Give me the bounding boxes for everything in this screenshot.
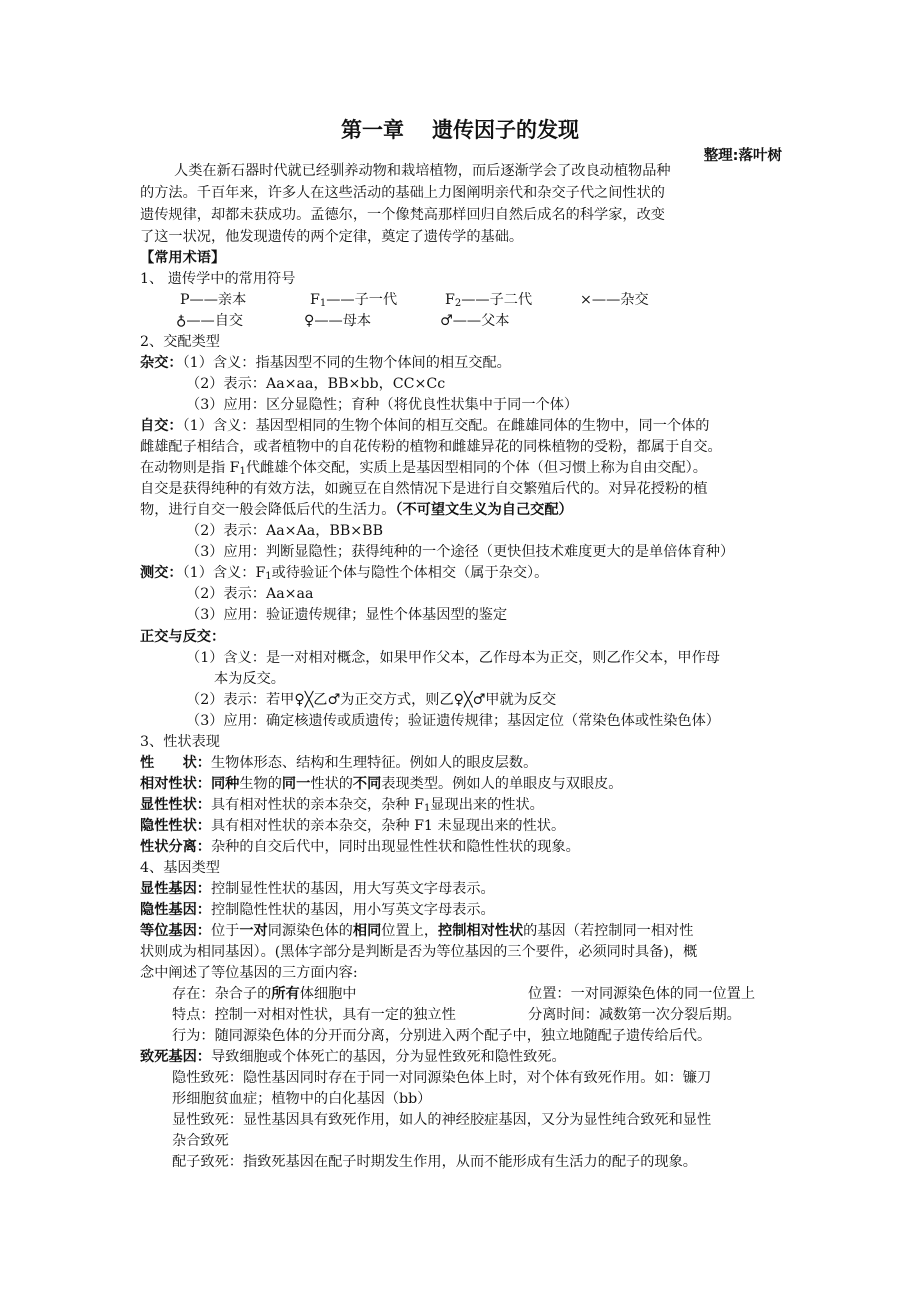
text-line: 隐性致死：隐性基因同时存在于同一对同源染色体上时，对个体有致死作用。如：镰刀 [172, 1070, 712, 1086]
term-dengwei: 等位基因：位于一对同源染色体的相同位置上，控制相对性状的基因（若控制同一相对性 [140, 923, 694, 939]
text-line: 杂合致死 [172, 1133, 229, 1149]
chapter-number: 第一章 [341, 118, 404, 142]
symbol-f2: $F_2——$子二代 [445, 292, 533, 309]
term-fenli: 性状分离：杂种的自交后代中，同时出现显性性状和隐性性状的现象。 [140, 839, 580, 855]
symbol-female: ♀——母本 [304, 313, 372, 329]
author: 整理:落叶树 [703, 148, 782, 164]
text-line: 显性致死：显性基因具有致死作用，如人的神经胶症基因，又分为显性纯合致死和显性 [172, 1112, 712, 1128]
symbol-male: ♂——父本 [440, 313, 510, 329]
text-line: 形细胞贫血症；植物中的白化基因（bb） [172, 1091, 432, 1107]
text-line: 本为反交。 [214, 671, 285, 687]
term-xianjiyin: 显性基因：控制显性性状的基因，用大写英文字母表示。 [140, 881, 495, 897]
allele-tedian: 特点：控制一对相对性状，具有一定的独立性 [172, 1007, 456, 1023]
term-xiangdui: 相对性状：同种生物的同一性状的不同表现类型。例如人的单眼皮与双眼皮。 [140, 776, 623, 792]
allele-cunzai: 存在：杂合子的所有体细胞中 [172, 986, 357, 1002]
allele-fenli: 分离时间：减数第一次分裂后期。 [528, 1007, 741, 1023]
terms-heading: 【常用术语】 [140, 250, 226, 266]
symbol-cross: ×——杂交 [580, 292, 649, 308]
text-line: （3）应用：验证遗传规律；显性个体基因型的鉴定 [186, 607, 508, 623]
text-line: （3）应用：区分显隐性；育种（将优良性状集中于同一个体） [186, 397, 579, 413]
intro-line: 人类在新石器时代就已经驯养动物和栽培植物，而后逐渐学会了改良动植物品种 [174, 163, 671, 179]
term-xingzhuang: 性 状：生物体形态、结构和生理特征。例如人的眼皮层数。 [140, 755, 538, 771]
text-line: 在动物则是指 $F_1$代雌雄个体交配，实质上是基因型相同的个体（但习惯上称为自由交配）。 [140, 460, 707, 477]
text-line: （2）表示：Aa×Aa，BB×BB [186, 523, 384, 539]
intro-line: 了这一状况，他发现遗传的两个定律，奠定了遗传学的基础。 [140, 229, 524, 245]
text-line: 状则成为相同基因）。(黑体字部分是判断是否为等位基因的三个要件，必须同时具备)，概 [140, 944, 698, 960]
chapter-title [0, 114, 920, 144]
term-yinxing: 隐性性状：具有相对性状的亲本杂交，杂种 F1 未显现出来的性状。 [140, 818, 566, 834]
allele-xingwei: 行为：随同源染色体的分开而分离，分别进入两个配子中，独立地随配子遗传给后代。 [172, 1028, 712, 1044]
text-line: 念中阐述了等位基因的三方面内容: [140, 965, 358, 981]
term-zhisi: 致死基因：导致细胞或个体死亡的基因，分为显性致死和隐性致死。 [140, 1049, 566, 1065]
section-heading: 4、基因类型 [140, 860, 220, 876]
intro-line: 的方法。千百年来，许多人在这些活动的基础上力图阐明亲代和杂交子代之间性状的 [140, 185, 665, 201]
allele-weizhi: 位置：一对同源染色体的同一位置上 [528, 986, 756, 1002]
term-cejiao: 测交：（1）含义：$F_1$或待验证个体与隐性个体相交（属于杂交）。 [140, 565, 549, 582]
intro-line: 遗传规律，却都未获成功。孟德尔，一个像梵高那样回归自然后成名的科学家，改变 [140, 207, 665, 223]
symbol-p: P——亲本 [180, 292, 247, 308]
text-line: 配子致死：指致死基因在配子时期发生作用，从而不能形成有生活力的配子的现象。 [172, 1154, 697, 1170]
section-heading: 3、性状表现 [140, 734, 220, 750]
section-heading: 2、交配类型 [140, 334, 220, 350]
term-zajiao: 杂交：（1）含义：指基因型不同的生物个体间的相互交配。 [140, 355, 511, 371]
term-zijiao: 自交：（1）含义：基因型相同的生物个体间的相互交配。在雌雄同体的生物中，同一个体的 [140, 418, 710, 434]
text-line: （1）含义：是一对相对概念，如果甲作父本，乙作母本为正交，则乙作父本，甲作母 [186, 650, 720, 666]
term-zhengfan: 正交与反交： [140, 629, 226, 645]
symbol-f1: $F_1——$子一代 [310, 292, 398, 309]
text-line: （3）应用：确定核遗传或质遗传；验证遗传规律；基因定位（常染色体或性染色体） [186, 713, 720, 729]
text-line: 物，进行自交一般会降低后代的生活力。（不可望文生义为自己交配） [140, 502, 573, 518]
text-line: 自交是获得纯种的有效方法，如豌豆在自然情况下是进行自交繁殖后代的。对异花授粉的植 [140, 481, 708, 497]
text-line: （2）表示：若甲♀╳乙♂为正交方式，则乙♀╳♂甲就为反交 [186, 692, 557, 708]
text-line: （2）表示：Aa×aa [186, 586, 314, 602]
section-heading: 1、 遗传学中的常用符号 [140, 271, 296, 287]
text-line: （3）应用：判断显隐性；获得纯种的一个途径（更快但技术难度更大的是单倍体育种） [186, 544, 735, 560]
text-line: （2）表示：Aa×aa，BB×bb，CC×Cc [186, 376, 446, 392]
symbol-selfing: ♁——自交 [176, 313, 244, 329]
text-line: 雌雄配子相结合，或者植物中的自花传粉的植物和雌雄异花的同株植物的受粉，都属于自交。 [140, 439, 722, 455]
chapter-name: 遗传因子的发现 [432, 118, 579, 142]
term-xianxing: 显性性状：具有相对性状的亲本杂交，杂种 $F_1$显现出来的性状。 [140, 797, 544, 814]
term-yinjiyin: 隐性基因：控制隐性性状的基因，用小写英文字母表示。 [140, 902, 495, 918]
